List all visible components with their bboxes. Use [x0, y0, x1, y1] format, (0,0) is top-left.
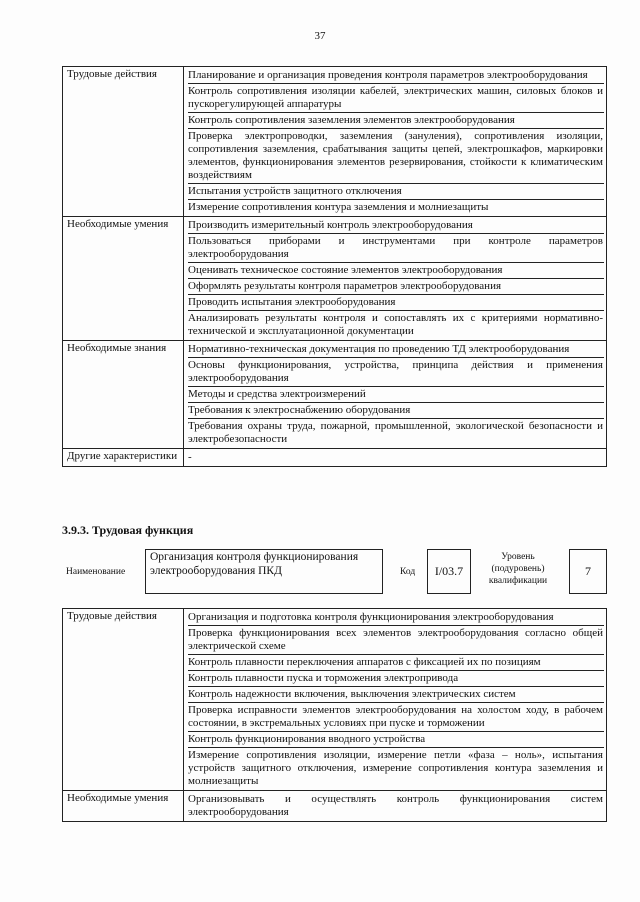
list-item: Контроль сопротивления заземления элементов электрооборудования — [188, 113, 604, 129]
list-item: Контроль сопротивления изоляции кабелей, электрических машин, силовых блоков и пускорегулирующей аппаратуры — [188, 84, 604, 113]
row-label: Необходимые умения — [63, 791, 184, 822]
list-item: Проверка функционирования всех элементов электрооборудования согласно общей электрической схеме — [188, 626, 604, 655]
row-label: Трудовые действия — [63, 67, 184, 217]
table-row — [63, 341, 607, 449]
row-label: Необходимые знания — [63, 341, 184, 449]
row-content — [184, 449, 607, 467]
list-item: Контроль плавности пуска и торможения электропривода — [188, 671, 604, 687]
list-item: Пользоваться приборами и инструментами при контроле параметров электрооборудования — [188, 234, 604, 263]
name-value: Организация контроля функционирования электрооборудования ПКД — [145, 549, 383, 594]
function-header — [62, 549, 607, 599]
table-row — [63, 791, 607, 822]
list-item: Нормативно-техническая документация по проведению ТД электрооборудования — [188, 342, 604, 358]
section-heading: 3.9.3. Трудовая функция — [62, 523, 194, 537]
list-item: Проверка электропроводки, заземления (зануления), сопротивления изоляции, сопротивления заземления, срабатывания защиты цепей, электрошкафов, маркировки элементов, функционирования элементов резервирования, стойкости к климатическим воздействиям — [188, 129, 604, 184]
row-content — [184, 67, 607, 217]
list-item: Организовывать и осуществлять контроль функционирования систем электрооборудования — [188, 793, 603, 818]
list-item: Измерение сопротивления изоляции, измерение петли «фаза – ноль», испытания устройств защитного отключения, измерение сопротивления контура заземления и молниезащиты — [188, 749, 603, 787]
list-item: Производить измерительный контроль электрооборудования — [188, 218, 604, 234]
list-item: Контроль функционирования вводного устройства — [188, 732, 604, 748]
table-row — [63, 67, 607, 217]
row-content — [184, 341, 607, 449]
level-value: 7 — [569, 549, 607, 594]
table-row — [63, 609, 607, 791]
row-content — [184, 609, 607, 791]
list-item: Основы функционирования, устройства, принципа действия и применения электрооборудования — [188, 358, 604, 387]
table-row — [63, 449, 607, 467]
list-item: - — [188, 451, 192, 463]
list-item: Требования к электроснабжению оборудования — [188, 403, 604, 419]
list-item: Контроль надежности включения, выключения электрических систем — [188, 687, 604, 703]
list-item: Организация и подготовка контроля функционирования электрооборудования — [188, 610, 604, 626]
code-label: Код — [400, 567, 416, 577]
list-item: Оформлять результаты контроля параметров электрооборудования — [188, 279, 604, 295]
competency-table — [62, 608, 607, 822]
name-label: Наименование — [66, 567, 126, 577]
list-item: Контроль плавности переключения аппаратов с фиксацией их по позициям — [188, 655, 604, 671]
code-value: I/03.7 — [427, 549, 471, 594]
row-label: Необходимые умения — [63, 217, 184, 341]
page-number: 37 — [314, 30, 326, 42]
list-item: Измерение сопротивления контура заземления и молниезащиты — [188, 201, 489, 213]
list-item: Анализировать результаты контроля и сопоставлять их с критериями нормативно-технической и эксплуатационной документации — [188, 312, 603, 337]
list-item: Планирование и организация проведения контроля параметров электрооборудования — [188, 68, 604, 84]
level-label: Уровень (подуровень) квалификации — [488, 552, 548, 586]
competency-table — [62, 66, 607, 467]
list-item: Методы и средства электроизмерений — [188, 387, 604, 403]
list-item: Испытания устройств защитного отключения — [188, 184, 604, 200]
list-item: Оценивать техническое состояние элементов электрооборудования — [188, 263, 604, 279]
row-label: Другие характеристики — [63, 449, 184, 467]
list-item: Проводить испытания электрооборудования — [188, 295, 604, 311]
table-row — [63, 217, 607, 341]
list-item: Требования охраны труда, пожарной, промышленной, экологической безопасности и электробезопасности — [188, 420, 603, 445]
list-item: Проверка исправности элементов электрооборудования на холостом ходу, в рабочем состоянии, в экстремальных условиях при пуске и торможении — [188, 703, 604, 732]
row-content — [184, 791, 607, 822]
row-content — [184, 217, 607, 341]
row-label: Трудовые действия — [63, 609, 184, 791]
